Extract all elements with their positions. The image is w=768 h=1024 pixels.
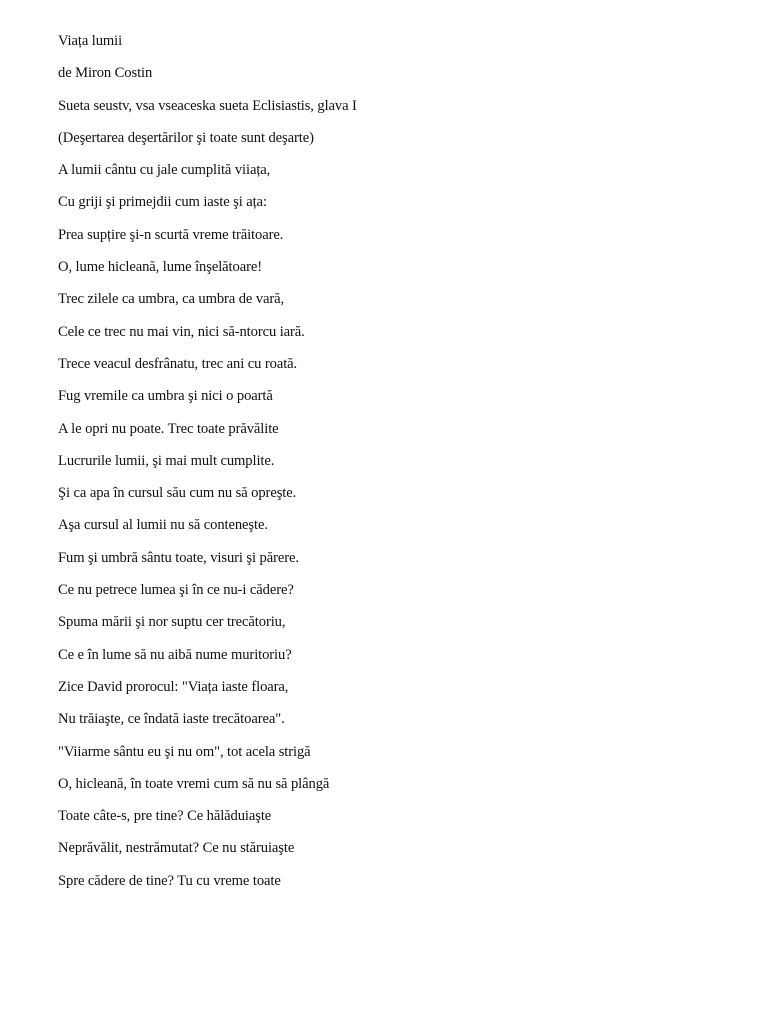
- verse-line: O, lume hicleană, lume înşelătoare!: [58, 259, 262, 276]
- poem-epigraph-translation: (Deşertarea deşertărilor şi toate sunt deşarte): [58, 129, 314, 146]
- verse-line: Aşa cursul al lumii nu să conteneşte.: [58, 517, 268, 534]
- verse-line: Şi ca apa în cursul său cum nu să opreşte.: [58, 485, 297, 502]
- verse-line: Lucrurile lumii, şi mai mult cumplite.: [58, 452, 275, 469]
- poem-text: [58, 30, 738, 902]
- verse-line: Trec zilele ca umbra, ca umbra de vară,: [58, 291, 285, 308]
- verse-line: O, hicleană, în toate vremi cum să nu să plângă: [58, 775, 330, 792]
- verse-line: Cele ce trec nu mai vin, nici să-ntorcu iară.: [58, 323, 305, 340]
- verse-line: Spre cădere de tine? Tu cu vreme toate: [58, 872, 281, 889]
- verse-line: Prea supțire şi-n scurtă vreme trăitoare.: [58, 226, 284, 243]
- verse-line: Fug vremile ca umbra şi nici o poartă: [58, 388, 273, 405]
- verse-line: Ce e în lume să nu aibă nume muritoriu?: [58, 646, 292, 663]
- verse-line: Ce nu petrece lumea şi în ce nu-i cădere?: [58, 582, 294, 599]
- verse-line: A le opri nu poate. Trec toate prăvălite: [58, 420, 279, 437]
- verse-line: "Viiarme sântu eu şi nu om", tot acela strigă: [58, 743, 311, 760]
- poem-epigraph: Sueta seustv, vsa vseaceska sueta Eclisiastis, glava I: [58, 97, 357, 114]
- verse-line: Toate câte-s, pre tine? Ce hălăduiaşte: [58, 808, 272, 825]
- verse-line: Cu griji şi primejdii cum iaste şi ața:: [58, 194, 267, 211]
- verse-line: Trece veacul desfrânatu, trec ani cu roată.: [58, 355, 298, 372]
- verse-line: Spuma mării şi nor suptu cer trecătoriu,: [58, 614, 286, 631]
- verse-line: A lumii cântu cu jale cumplită viiața,: [58, 162, 271, 179]
- poem-title: Viața lumii: [58, 33, 123, 49]
- verse-line: Neprăvălit, nestrămutat? Ce nu stăruiaşte: [58, 840, 295, 857]
- verse-line: Zice David prorocul: "Viața iaste floara,: [58, 678, 289, 695]
- verse-line: Nu trăiaşte, ce îndată iaste trecătoarea".: [58, 711, 285, 728]
- poem-author: de Miron Costin: [58, 65, 153, 82]
- verse-line: Fum şi umbră sântu toate, visuri şi părere.: [58, 549, 299, 566]
